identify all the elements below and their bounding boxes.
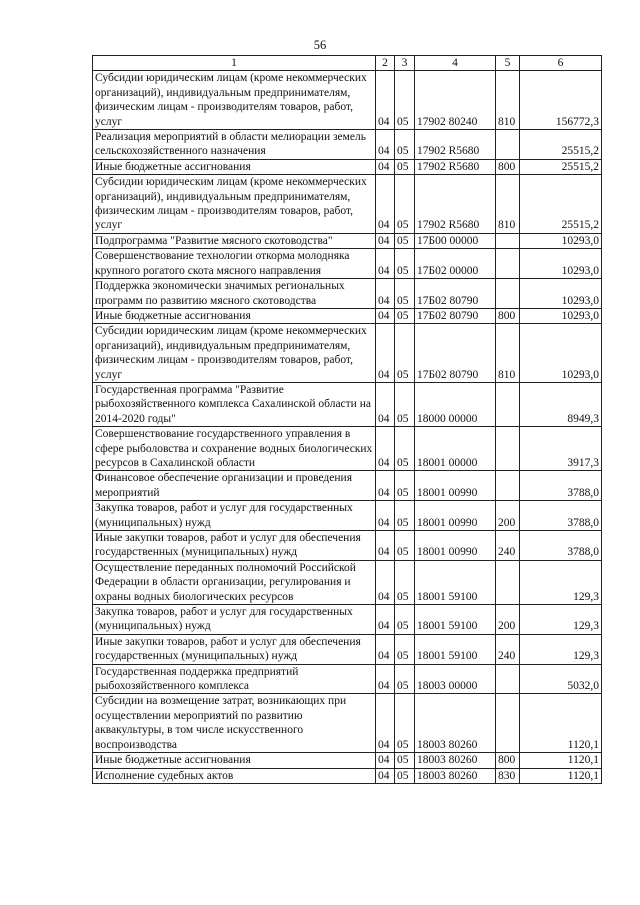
row-name: Осуществление переданных полномочий Российской Федерации в области организации, регулирования и охраны водных биологических ресурсов: [93, 560, 376, 604]
row-target-article: 17Б02 80790: [415, 308, 496, 323]
row-expense-type: [496, 471, 520, 501]
row-amount: 5032,0: [520, 664, 602, 694]
table-row: [93, 501, 602, 531]
table-row: [93, 308, 602, 323]
row-section: 04: [376, 249, 395, 279]
row-name: Иные бюджетные ассигнования: [93, 159, 376, 174]
row-subsection: 05: [395, 501, 415, 531]
header-subsection: 3: [395, 56, 415, 71]
row-amount: 129,3: [520, 605, 602, 635]
row-section: 04: [376, 71, 395, 130]
row-section: 04: [376, 427, 395, 471]
row-target-article: 17Б02 00000: [415, 249, 496, 279]
row-target-article: 17902 80240: [415, 71, 496, 130]
row-expense-type: [496, 560, 520, 604]
header-amount: 6: [520, 56, 602, 71]
row-expense-type: [496, 279, 520, 309]
row-name: Иные закупки товаров, работ и услуг для обеспечения государственных (муниципальных) нужд: [93, 531, 376, 561]
row-subsection: 05: [395, 753, 415, 768]
table-row: [93, 427, 602, 471]
row-section: 04: [376, 753, 395, 768]
row-amount: 25515,2: [520, 130, 602, 160]
row-expense-type: 810: [496, 175, 520, 234]
header-target-article: 4: [415, 56, 496, 71]
row-target-article: 18003 00000: [415, 664, 496, 694]
row-amount: 10293,0: [520, 279, 602, 309]
row-subsection: 05: [395, 664, 415, 694]
row-target-article: 18001 59100: [415, 605, 496, 635]
row-name: Совершенствование технологии откорма молодняка крупного рогатого скота мясного направления: [93, 249, 376, 279]
row-expense-type: 810: [496, 71, 520, 130]
row-section: 04: [376, 382, 395, 426]
row-expense-type: 800: [496, 159, 520, 174]
row-section: 04: [376, 768, 395, 783]
row-name: Совершенствование государственного управления в сфере рыболовства и сохранение водных биологических ресурсов в Сахалинской области: [93, 427, 376, 471]
row-amount: 3788,0: [520, 501, 602, 531]
row-section: 04: [376, 471, 395, 501]
row-section: 04: [376, 501, 395, 531]
table-row: [93, 382, 602, 426]
table-row: [93, 279, 602, 309]
row-amount: 25515,2: [520, 175, 602, 234]
row-target-article: 17Б00 00000: [415, 233, 496, 248]
row-subsection: 05: [395, 427, 415, 471]
row-target-article: 18001 00000: [415, 427, 496, 471]
row-name: Иные бюджетные ассигнования: [93, 308, 376, 323]
table-row: [93, 324, 602, 383]
row-subsection: 05: [395, 382, 415, 426]
table-row: [93, 768, 602, 783]
row-name: Государственная поддержка предприятий рыбохозяйственного комплекса: [93, 664, 376, 694]
row-section: 04: [376, 694, 395, 753]
row-name: Иные закупки товаров, работ и услуг для обеспечения государственных (муниципальных) нужд: [93, 634, 376, 664]
row-name: Поддержка экономически значимых региональных программ по развитию мясного скотоводства: [93, 279, 376, 309]
row-amount: 10293,0: [520, 249, 602, 279]
row-expense-type: 200: [496, 501, 520, 531]
row-name: Субсидии юридическим лицам (кроме некоммерческих организаций), индивидуальным предпринимателям, физическим лицам - производителям товаров, работ, услуг: [93, 324, 376, 383]
table-row: [93, 531, 602, 561]
row-section: 04: [376, 531, 395, 561]
page-number: 56: [313, 38, 327, 52]
row-expense-type: 240: [496, 531, 520, 561]
row-subsection: 05: [395, 324, 415, 383]
row-amount: 1120,1: [520, 694, 602, 753]
table-row: [93, 159, 602, 174]
table-row: [93, 634, 602, 664]
row-subsection: 05: [395, 159, 415, 174]
budget-table: [92, 55, 602, 784]
row-target-article: 18001 00990: [415, 531, 496, 561]
row-amount: 10293,0: [520, 233, 602, 248]
table-row: [93, 130, 602, 160]
row-expense-type: 240: [496, 634, 520, 664]
row-subsection: 05: [395, 768, 415, 783]
row-name: Исполнение судебных актов: [93, 768, 376, 783]
row-section: 04: [376, 560, 395, 604]
row-name: Закупка товаров, работ и услуг для государственных (муниципальных) нужд: [93, 605, 376, 635]
row-target-article: 18001 00990: [415, 471, 496, 501]
row-section: 04: [376, 175, 395, 234]
row-subsection: 05: [395, 130, 415, 160]
table-row: [93, 664, 602, 694]
row-subsection: 05: [395, 249, 415, 279]
row-name: Субсидии на возмещение затрат, возникающих при осуществлении мероприятий по развитию аквакультуры, в том числе искусственного воспроизводства: [93, 694, 376, 753]
table-row: [93, 605, 602, 635]
table-row: [93, 71, 602, 130]
row-expense-type: 200: [496, 605, 520, 635]
row-expense-type: [496, 694, 520, 753]
table-row: [93, 471, 602, 501]
row-section: 04: [376, 634, 395, 664]
row-subsection: 05: [395, 605, 415, 635]
row-subsection: 05: [395, 308, 415, 323]
row-target-article: 17902 R5680: [415, 175, 496, 234]
row-expense-type: [496, 427, 520, 471]
row-name: Государственная программа "Развитие рыбохозяйственного комплекса Сахалинской области на 2014-2020 годы": [93, 382, 376, 426]
row-target-article: 18003 80260: [415, 694, 496, 753]
table-body: [93, 71, 602, 784]
table-row: [93, 233, 602, 248]
row-subsection: 05: [395, 560, 415, 604]
row-section: 04: [376, 279, 395, 309]
table-row: [93, 753, 602, 768]
row-expense-type: [496, 249, 520, 279]
row-subsection: 05: [395, 471, 415, 501]
row-name: Иные бюджетные ассигнования: [93, 753, 376, 768]
row-amount: 129,3: [520, 634, 602, 664]
row-name: Субсидии юридическим лицам (кроме некоммерческих организаций), индивидуальным предпринимателям, физическим лицам - производителям товаров, работ, услуг: [93, 71, 376, 130]
row-target-article: 17Б02 80790: [415, 324, 496, 383]
row-section: 04: [376, 308, 395, 323]
row-subsection: 05: [395, 279, 415, 309]
row-expense-type: [496, 382, 520, 426]
row-subsection: 05: [395, 233, 415, 248]
row-target-article: 18003 80260: [415, 768, 496, 783]
row-subsection: 05: [395, 634, 415, 664]
row-expense-type: [496, 233, 520, 248]
row-expense-type: 810: [496, 324, 520, 383]
row-amount: 1120,1: [520, 768, 602, 783]
row-expense-type: [496, 130, 520, 160]
row-amount: 3917,3: [520, 427, 602, 471]
row-section: 04: [376, 130, 395, 160]
row-target-article: 18000 00000: [415, 382, 496, 426]
row-expense-type: 830: [496, 768, 520, 783]
header-expense-type: 5: [496, 56, 520, 71]
row-target-article: 18003 80260: [415, 753, 496, 768]
row-target-article: 18001 00990: [415, 501, 496, 531]
row-amount: 10293,0: [520, 308, 602, 323]
row-target-article: 17Б02 80790: [415, 279, 496, 309]
row-subsection: 05: [395, 531, 415, 561]
row-amount: 10293,0: [520, 324, 602, 383]
row-amount: 129,3: [520, 560, 602, 604]
row-amount: 3788,0: [520, 531, 602, 561]
row-expense-type: [496, 664, 520, 694]
row-name: Реализация мероприятий в области мелиорации земель сельскохозяйственного назначения: [93, 130, 376, 160]
row-amount: 1120,1: [520, 753, 602, 768]
row-section: 04: [376, 159, 395, 174]
row-subsection: 05: [395, 694, 415, 753]
row-amount: 25515,2: [520, 159, 602, 174]
row-name: Подпрограмма "Развитие мясного скотоводства": [93, 233, 376, 248]
row-expense-type: 800: [496, 753, 520, 768]
table-row: [93, 694, 602, 753]
row-target-article: 18001 59100: [415, 634, 496, 664]
row-expense-type: 800: [496, 308, 520, 323]
row-subsection: 05: [395, 175, 415, 234]
row-section: 04: [376, 605, 395, 635]
row-target-article: 17902 R5680: [415, 130, 496, 160]
row-name: Финансовое обеспечение организации и проведения мероприятий: [93, 471, 376, 501]
header-name: 1: [93, 56, 376, 71]
row-amount: 8949,3: [520, 382, 602, 426]
header-row: [93, 56, 602, 71]
row-target-article: 17902 R5680: [415, 159, 496, 174]
table-row: [93, 560, 602, 604]
row-section: 04: [376, 324, 395, 383]
row-amount: 156772,3: [520, 71, 602, 130]
row-subsection: 05: [395, 71, 415, 130]
table-row: [93, 249, 602, 279]
header-section: 2: [376, 56, 395, 71]
row-target-article: 18001 59100: [415, 560, 496, 604]
row-name: Субсидии юридическим лицам (кроме некоммерческих организаций), индивидуальным предпринимателям, физическим лицам - производителям товаров, работ, услуг: [93, 175, 376, 234]
row-amount: 3788,0: [520, 471, 602, 501]
row-section: 04: [376, 664, 395, 694]
row-name: Закупка товаров, работ и услуг для государственных (муниципальных) нужд: [93, 501, 376, 531]
table-row: [93, 175, 602, 234]
row-section: 04: [376, 233, 395, 248]
